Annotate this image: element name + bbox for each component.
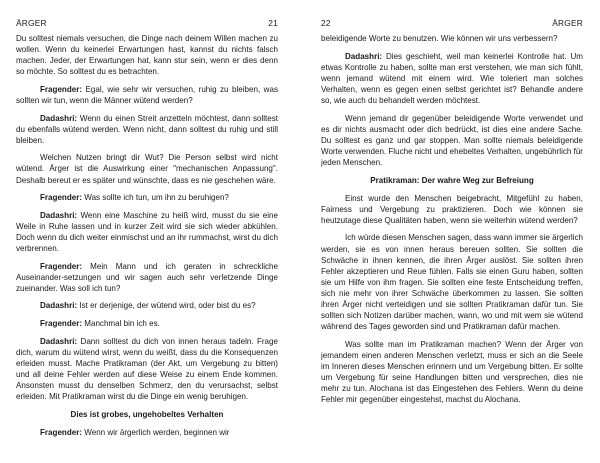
- body-paragraph: [321, 113, 583, 168]
- paragraph-text: Du solltest niemals versuchen, die Dinge nach deinem Willen machen zu wollen. Wenn du keinerlei Erwartungen hast, kannst du nichts falsch machen. Jeder, der Erwartungen hat, kann stur sein, wenn er dies denn so möchte. So solltest du es betrachten.: [16, 34, 278, 77]
- speaker-label: Fragender:: [40, 261, 83, 271]
- speaker-label: Fragender:: [40, 427, 83, 437]
- page-body: [321, 33, 583, 405]
- page-number: 22: [321, 18, 331, 28]
- paragraph-text: Wenn eine Maschine zu heiß wird, musst du sie eine Weile in Ruhe lassen und in kurzer Zeit wird sie sich wieder abkühlen. Doch wenn du dich weiter einmischst und an ihr rummachst, wirst du dich verbrennen.: [16, 210, 278, 253]
- page-number: 21: [268, 18, 278, 28]
- paragraph-text: Wenn wir ärgerlich werden, beginnen wir: [82, 427, 230, 437]
- body-paragraph: [321, 33, 583, 44]
- speaker-label: Fragender:: [40, 84, 83, 94]
- page-body: [16, 33, 278, 438]
- paragraph-text: beleidigende Worte zu benutzen. Wie können wir uns verbessern?: [321, 34, 558, 43]
- section-heading: Dies ist grobes, ungehobeltes Verhalten: [70, 409, 224, 419]
- paragraph-text: Wenn jemand dir gegenüber beleidigende Worte verwendet und es dir nichts ausmacht oder dich bedrückt, ist dies eine andere Sache. Du solltest es ganz und gar stoppen. Man sollte niemals beleidigende Worte verwenden. Fluche nicht und ehebeltes Verhalten, ungebührlich für jeden Menschen.: [321, 113, 583, 167]
- dialogue-paragraph: [16, 300, 278, 311]
- paragraph-text: Manchmal bin ich es.: [82, 318, 160, 328]
- header-title: ÄRGER: [552, 18, 583, 28]
- paragraph-text: Mein Mann und ich geraten in schreckliche Auseinander-setzungen und wir sagen auch sehr verletzende Dinge zueinander. Was soll ich tun?: [16, 261, 278, 293]
- paragraph-text: Wenn du einen Streit anzetteln möchtest, dann solltest du ebenfalls wütend werden. Wenn nicht, dann solltest du ruhig und still bleiben.: [16, 113, 278, 145]
- dialogue-paragraph: [16, 336, 278, 403]
- paragraph-text: Ist er derjenige, der wütend wird, oder bist du es?: [77, 301, 256, 311]
- left-page: [16, 18, 278, 458]
- paragraph-text: Was sollte man im Pratikraman machen? Wenn der Ärger von jemandem einen anderen Menschen verletzt, muss er sich an die Seele im Inneren dieses Menschen erinnern und um Vergebung bitten. Er sollte um Vergebung für seine Handlungen bitten und versprechen, dies nie mehr zu tun. Alochana ist das Eingestehen des Fehlers. Wenn du deine Fehler mir gegenüber eingestehst, machst du Alochana.: [321, 339, 583, 405]
- speaker-label: Dadashri:: [40, 210, 78, 220]
- body-paragraph: [16, 152, 278, 185]
- paragraph-text: Ich würde diesen Menschen sagen, dass wann immer sie ärgerlich werden, sie es von innen heraus bereuen sollten. Sie sollten die Schwäche in ihnen kennen, die ihren Ärger auslöst. Sie sollten ihren Fehler akzeptieren und Reue fühlen. Falls sie einen Guru haben, sollten sie um Hilfe von ihm fragen. Sie sollten eine feste Entscheidung treffen, sich nie mehr von ihrer Schwäche überkommen zu lassen. Sie sollten ihren Ärger nicht verteidigen und sie sollten Pratikraman dafür tun. Sie sollten sich Notizen darüber machen, wann, wo und mit wem sie wütend während des Tages geworden sind und Pratikraman dafür machen.: [321, 233, 583, 332]
- dialogue-paragraph: [16, 427, 278, 438]
- dialogue-paragraph: [16, 84, 278, 106]
- speaker-label: Dadashri:: [345, 51, 383, 61]
- header-title: ÄRGER: [16, 18, 47, 28]
- running-head-right: [321, 18, 583, 28]
- paragraph-text: Was sollte ich tun, um ihn zu beruhigen?: [82, 193, 229, 203]
- dialogue-paragraph: [16, 261, 278, 294]
- dialogue-paragraph: [16, 113, 278, 146]
- dialogue-paragraph: [321, 51, 583, 106]
- body-paragraph: [321, 232, 583, 332]
- section-heading: Pratikraman: Der wahre Weg zur Befreiung: [370, 175, 534, 185]
- paragraph-text: Einst wurde den Menschen beigebracht, Mitgefühl zu haben, Fairness und Vergebung zu praktizieren. Doch wie können sie heutzutage diese Qualitäten haben, wenn sie weiterhin wütend werden?: [321, 193, 583, 225]
- paragraph-text: Welchen Nutzen bringt dir Wut? Die Person selbst wird nicht wütend. Ärger ist die Auswirkung einer "mechanischen Anpassung". Deshalb bereut er es später und wünschte, dass es nie geschehen wäre.: [16, 153, 278, 185]
- speaker-label: Dadashri:: [40, 301, 78, 311]
- speaker-label: Dadashri:: [40, 336, 78, 346]
- body-paragraph: [16, 33, 278, 77]
- running-head-left: [16, 18, 278, 28]
- paragraph-text: Dies geschieht, weil man keinerlei Kontrolle hat. Um etwas Kontrolle zu haben, sollte man erst verstehen, wie man sich fühlt, wenn jemand wütend mit einem wird. Wie toleriert man solches Verhalten, wenn es gegen einen selbst gerichtet ist? Behandle andere so, wie auch du behandelt werden möchtest.: [321, 51, 583, 105]
- speaker-label: Fragender:: [40, 318, 83, 328]
- right-page: [321, 18, 583, 458]
- dialogue-paragraph: [16, 210, 278, 254]
- speaker-label: Fragender:: [40, 193, 83, 203]
- dialogue-paragraph: [16, 192, 278, 203]
- body-paragraph: [321, 193, 583, 226]
- body-paragraph: [321, 339, 583, 406]
- paragraph-text: Dann solltest du dich von innen heraus tadeln. Frage dich, warum du wütend wirst, wenn du weißt, dass du die Konsequenzen erleiden musst. Mache Pratikraman (der Akt, um Vergebung zu bitten) und all deine Fehler werden auf diese Weise zu einem Ende kommen. Ansonsten musst du denselben Schmerz, den du verursachst, selbst erleiden. Mit Pratikraman wirst du die Dinge ein wenig beruhigen.: [16, 336, 278, 402]
- paragraph-text: Egal, wie sehr wir versuchen, ruhig zu bleiben, was sollten wir tun, wenn die Männer wütend werden?: [16, 84, 278, 105]
- speaker-label: Dadashri:: [40, 113, 78, 123]
- dialogue-paragraph: [16, 318, 278, 329]
